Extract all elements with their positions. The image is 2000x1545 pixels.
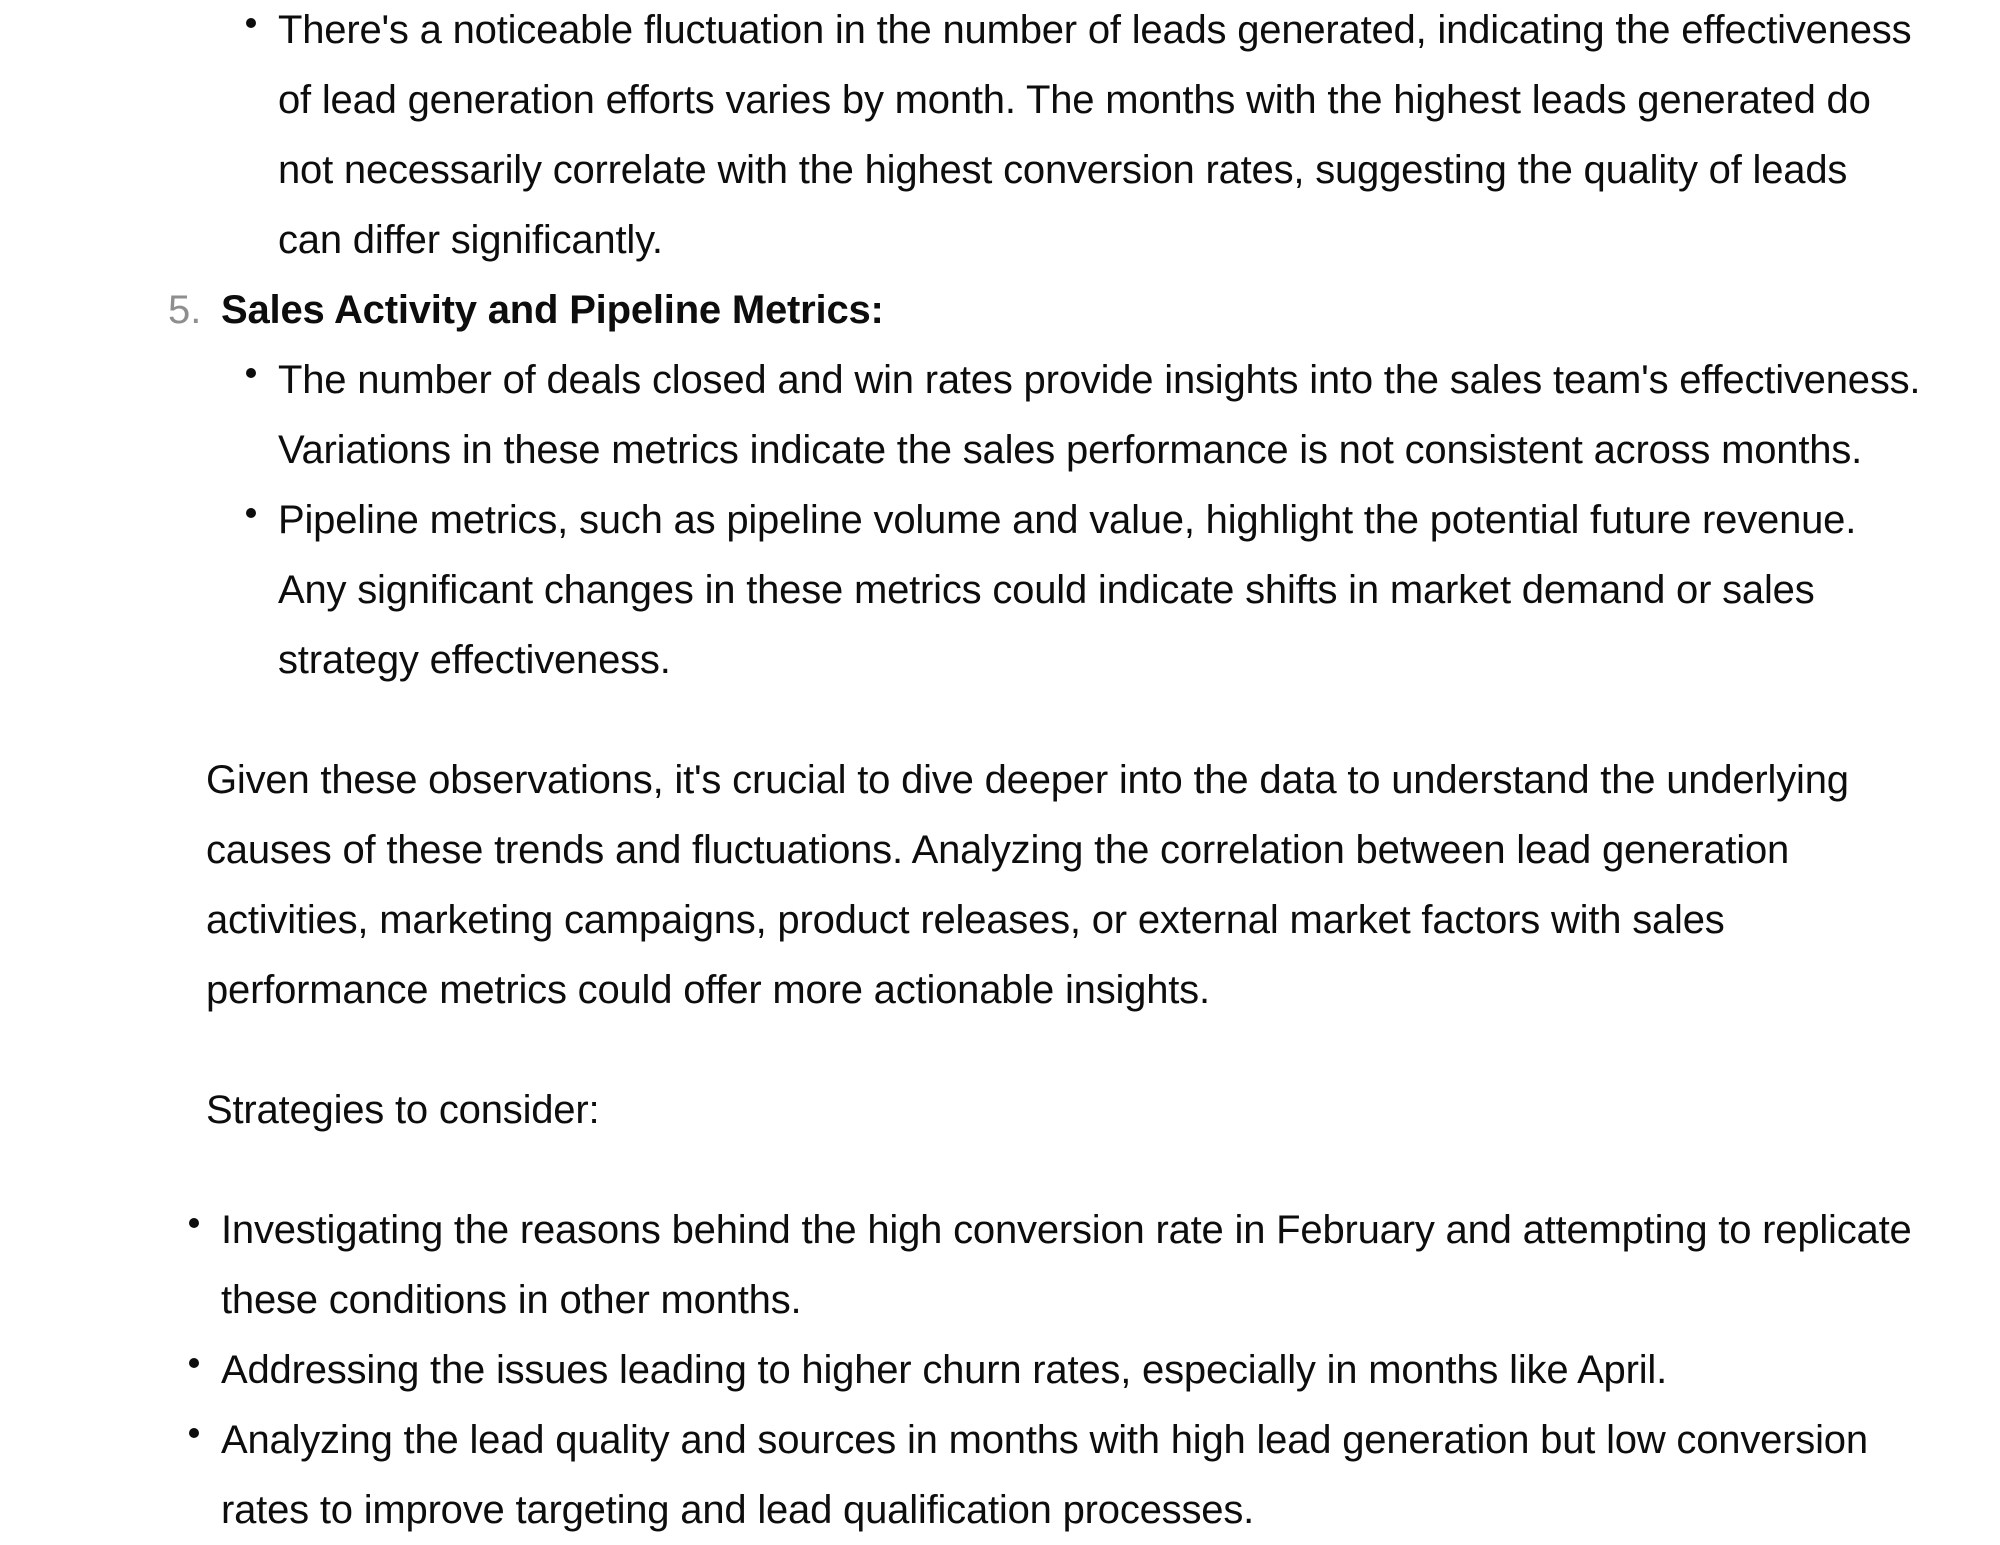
bullet-dot	[246, 508, 256, 518]
paragraph-line: activities, marketing campaigns, product releases, or external market factors with sales	[206, 898, 1725, 942]
text-line: strategy effectiveness.	[278, 638, 671, 682]
list-item-line: Addressing the issues leading to higher churn rates, especially in months like April.	[221, 1348, 1668, 1392]
paragraph-line: causes of these trends and fluctuations. Analyzing the correlation between lead generation	[206, 828, 1790, 872]
list-item-line: rates to improve targeting and lead qualification processes.	[221, 1488, 1255, 1532]
text-line: Any significant changes in these metrics could indicate shifts in market demand or sales	[278, 568, 1815, 612]
list-number: 5.	[168, 288, 202, 332]
text-line: There's a noticeable fluctuation in the number of leads generated, indicating the effectiveness	[278, 8, 1912, 52]
text-line: can differ significantly.	[278, 218, 663, 262]
bullet-dot	[246, 368, 256, 378]
paragraph-line: Given these observations, it's crucial to dive deeper into the data to understand the underlying	[206, 758, 1849, 802]
text-line: Variations in these metrics indicate the sales performance is not consistent across months.	[278, 428, 1863, 472]
list-item-line: Analyzing the lead quality and sources in months with high lead generation but low conversion	[221, 1418, 1868, 1462]
bullet-dot	[189, 1428, 199, 1438]
bullet-dot	[189, 1358, 199, 1368]
strategies-label: Strategies to consider:	[206, 1088, 600, 1132]
text-line: not necessarily correlate with the highest conversion rates, suggesting the quality of leads	[278, 148, 1848, 192]
bullet-dot	[246, 18, 256, 28]
text-line: Pipeline metrics, such as pipeline volume and value, highlight the potential future revenue.	[278, 498, 1857, 542]
text-line: of lead generation efforts varies by month. The months with the highest leads generated do	[278, 78, 1871, 122]
text-line: The number of deals closed and win rates provide insights into the sales team's effectiveness.	[278, 358, 1921, 402]
list-item-line: Investigating the reasons behind the high conversion rate in February and attempting to replicate	[221, 1208, 1912, 1252]
bullet-dot	[189, 1218, 199, 1228]
paragraph-line: performance metrics could offer more actionable insights.	[206, 968, 1210, 1012]
list-item-line: these conditions in other months.	[221, 1278, 802, 1322]
section-heading: Sales Activity and Pipeline Metrics:	[221, 288, 884, 332]
